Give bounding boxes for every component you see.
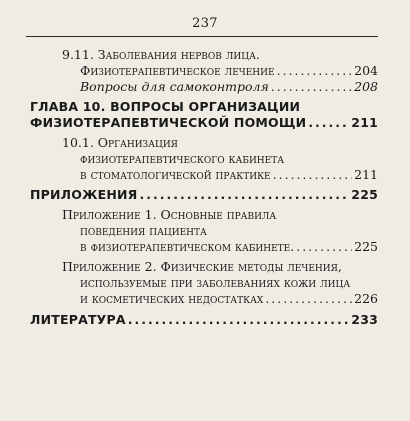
toc-appendix-2-line2: используемые при заболеваниях кожи лица (80, 275, 351, 290)
toc-entry-self-check: Вопросы для самоконтроля ..... 208 (80, 79, 378, 95)
toc-page-number: 226 (354, 291, 378, 306)
toc-appendix-1-line2: поведения пациента (80, 223, 207, 238)
leader-dots (277, 63, 353, 79)
toc-page-number: 225 (354, 239, 378, 254)
toc-page-number: 211 (354, 167, 378, 182)
leader-dots (273, 167, 353, 183)
toc-chapter-10-title: ГЛАВА 10. ВОПРОСЫ ОРГАНИЗАЦИИ (30, 99, 301, 114)
toc-page-number: 233 (351, 312, 378, 327)
toc-appendix-2: и косметических недостатках ..... 226 (80, 291, 378, 307)
toc-appendix-2-title: Приложение 2. Физические методы лечения, (62, 259, 342, 274)
toc-appendices: ПРИЛОЖЕНИЯ ..... 225 (30, 187, 378, 203)
leader-dots (128, 312, 350, 328)
leader-dots (271, 79, 352, 95)
leader-dots (265, 291, 352, 307)
toc-appendix-1: в физиотерапевтическом кабинете. ..... 225 (80, 239, 378, 255)
toc-appendix-1-title: Приложение 1. Основные правила (62, 207, 277, 222)
leader-dots (308, 115, 349, 131)
leader-dots (139, 187, 349, 203)
toc-entry-9-11-title: 9.11. Заболевания нервов лица. (62, 47, 260, 62)
toc-entry-10-1-line2: физиотерапевтического кабинета (80, 151, 285, 166)
toc-page-number: 204 (354, 63, 378, 78)
toc-page-number: 208 (354, 79, 378, 94)
leader-dots (296, 239, 352, 255)
toc-page-number: 225 (351, 187, 378, 202)
toc-entry-10-1: в стоматологической практике ..... 211 (80, 167, 378, 183)
toc-entry-10-1-title: 10.1. Организация (62, 135, 178, 150)
toc-page-number: 211 (351, 115, 378, 130)
toc-chapter-10: ФИЗИОТЕРАПЕВТИЧЕСКОЙ ПОМОЩИ ..... 211 (30, 115, 378, 131)
toc-entry-9-11: Физиотерапевтическое лечение ..... 204 (80, 63, 378, 79)
page-number: 237 (192, 16, 218, 31)
header-rule (26, 36, 378, 37)
toc-literature: ЛИТЕРАТУРА ..... 233 (30, 312, 378, 328)
